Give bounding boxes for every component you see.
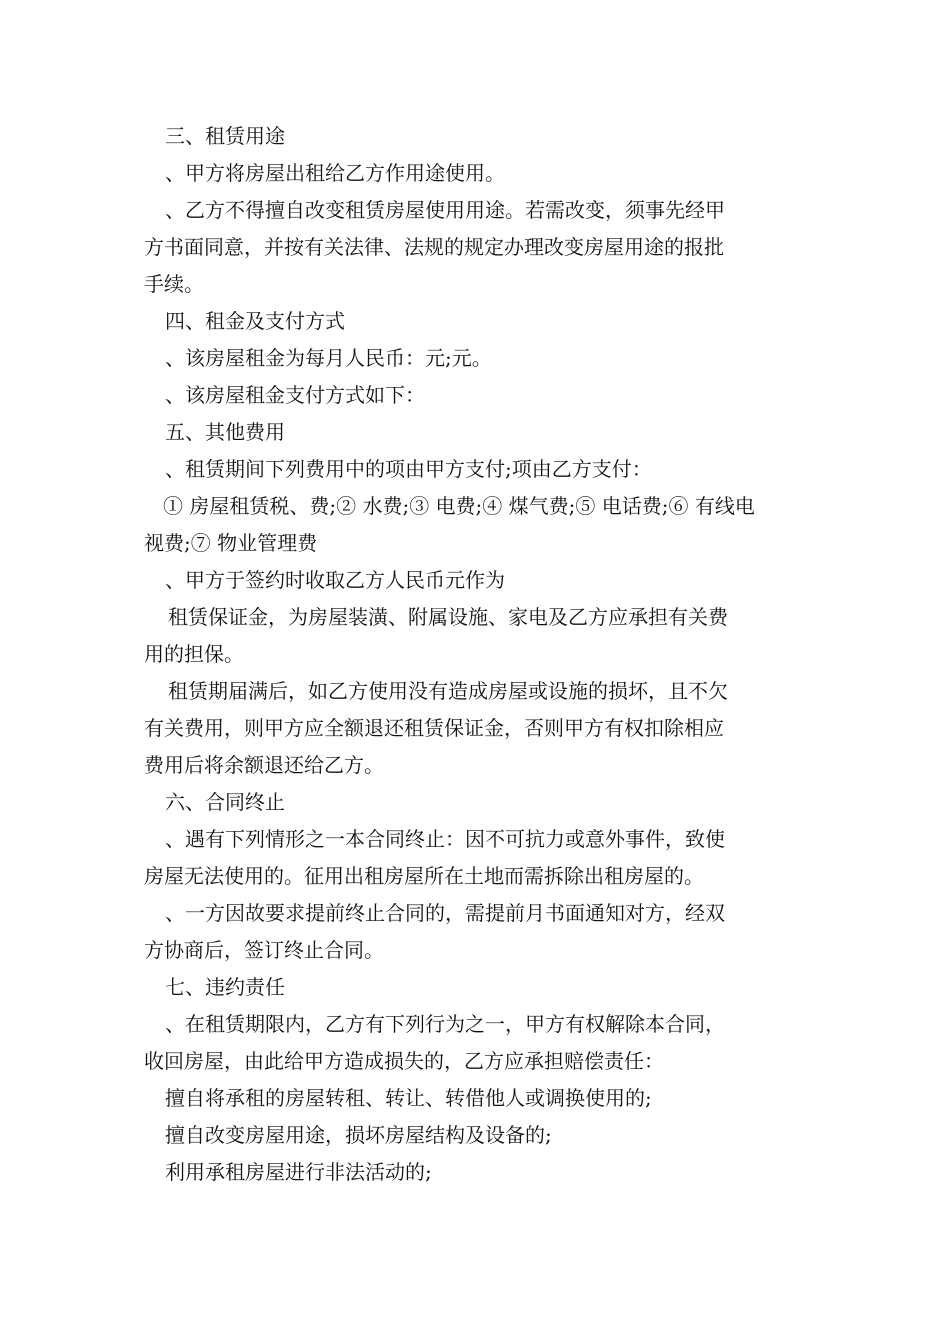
section-heading-5: 五、其他费用 <box>165 420 285 444</box>
clause-line: 费用后将余额退还给乙方。 <box>144 753 384 777</box>
clause-line: 方书面同意，并按有关法律、法规的规定办理改变房屋用途的报批 <box>144 235 724 259</box>
clause-line: 、在租赁期限内，乙方有下列行为之一，甲方有权解除本合同， <box>165 1012 725 1036</box>
clause-line: 、甲方于签约时收取乙方人民币元作为 <box>165 568 505 592</box>
section-heading-4: 四、租金及支付方式 <box>165 309 345 333</box>
clause-line: 、租赁期间下列费用中的项由甲方支付;项由乙方支付： <box>165 457 652 481</box>
clause-line: 、遇有下列情形之一本合同终止：因不可抗力或意外事件，致使 <box>165 827 725 851</box>
clause-line: 擅自将承租的房屋转租、转让、转借他人或调换使用的; <box>165 1086 652 1110</box>
document-body <box>144 118 808 1191</box>
clause-line: 、乙方不得擅自改变租赁房屋使用用途。若需改变，须事先经甲 <box>165 198 725 222</box>
clause-line: 、该房屋租金支付方式如下： <box>165 383 425 407</box>
clause-line: 有关费用，则甲方应全额退还租赁保证金，否则甲方有权扣除相应 <box>144 716 724 740</box>
clause-line: ① 房屋租赁税、费;② 水费;③ 电费;④ 煤气费;⑤ 电话费;⑥ 有线电 <box>163 494 755 518</box>
clause-line: 手续。 <box>144 272 204 296</box>
clause-line: 、一方因故要求提前终止合同的，需提前月书面通知对方，经双 <box>165 901 725 925</box>
section-heading-7: 七、违约责任 <box>165 975 285 999</box>
clause-line: 利用承租房屋进行非法活动的; <box>165 1160 432 1184</box>
clause-line: 房屋无法使用的。征用出租房屋所在土地而需拆除出租房屋的。 <box>144 864 704 888</box>
clause-line: 擅自改变房屋用途，损坏房屋结构及设备的; <box>165 1123 552 1147</box>
section-heading-3: 三、租赁用途 <box>165 124 285 148</box>
clause-line: 收回房屋，由此给甲方造成损失的，乙方应承担赔偿责任： <box>144 1049 664 1073</box>
clause-line: 租赁期届满后，如乙方使用没有造成房屋或设施的损坏，且不欠 <box>168 679 728 703</box>
clause-line: 、该房屋租金为每月人民币：元;元。 <box>165 346 492 370</box>
clause-line: 租赁保证金，为房屋装潢、附属设施、家电及乙方应承担有关费 <box>168 605 728 629</box>
clause-line: 用的担保。 <box>144 642 244 666</box>
section-heading-6: 六、合同终止 <box>165 790 285 814</box>
clause-line: 方协商后，签订终止合同。 <box>144 938 384 962</box>
clause-line: 视费;⑦ 物业管理费 <box>144 531 318 555</box>
clause-line: 、甲方将房屋出租给乙方作用途使用。 <box>165 161 505 185</box>
